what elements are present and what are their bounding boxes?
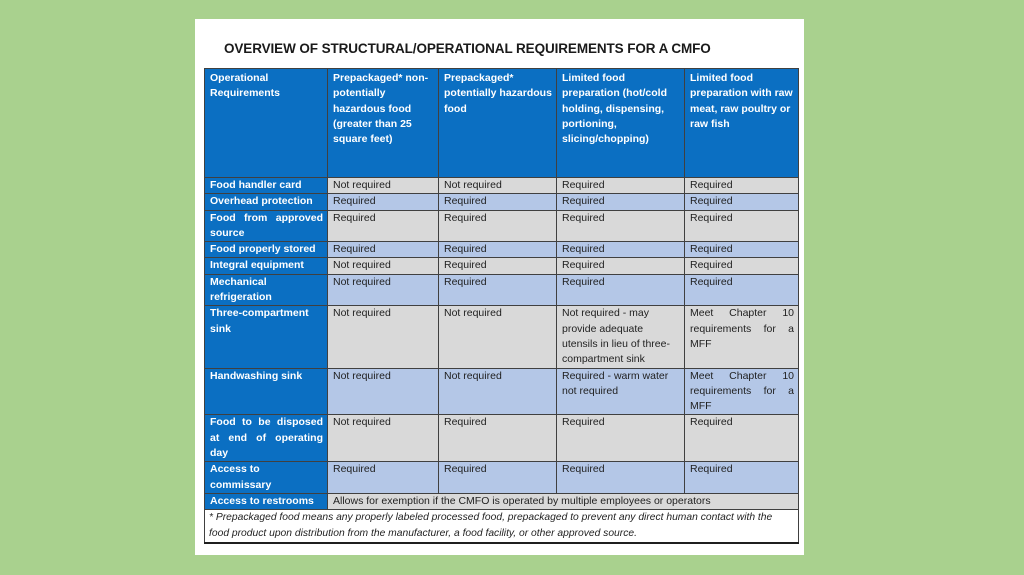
table-cell: Required: [328, 462, 439, 494]
column-header: Limited food preparation (hot/cold holding, dispensing, portioning, slicing/chopping): [557, 69, 685, 178]
table-cell: Required: [557, 462, 685, 494]
footnote-row: [205, 510, 799, 543]
row-label: Access to commissary: [205, 462, 328, 494]
table-cell: Required: [439, 462, 557, 494]
table-cell: Required: [439, 415, 557, 462]
table-cell: Required: [557, 242, 685, 258]
table-row: [205, 306, 799, 368]
table-cell: Not required: [328, 274, 439, 306]
row-label: Access to restrooms: [205, 493, 328, 509]
row-label: Food properly stored: [205, 242, 328, 258]
table-cell: Not required: [439, 178, 557, 194]
table-cell: Not required: [439, 368, 557, 415]
table-cell: Required: [685, 178, 799, 194]
table-cell: Required: [439, 274, 557, 306]
table-cell: Required: [439, 210, 557, 242]
table-row: [205, 368, 799, 415]
table-cell: Allows for exemption if the CMFO is operated by multiple employees or operators: [328, 493, 799, 509]
table-cell: Required: [557, 194, 685, 210]
column-header: Prepackaged* non-potentially hazardous food (greater than 25 square feet): [328, 69, 439, 178]
page-title: OVERVIEW OF STRUCTURAL/OPERATIONAL REQUIREMENTS FOR A CMFO: [224, 41, 711, 56]
table-cell: Meet Chapter 10 requirements for a MFF: [685, 368, 799, 415]
table-cell: Required: [685, 194, 799, 210]
row-label: Food from approved source: [205, 210, 328, 242]
column-header: Limited food preparation with raw meat, raw poultry or raw fish: [685, 69, 799, 178]
row-label: Integral equipment: [205, 258, 328, 274]
table-row: [205, 178, 799, 194]
table-row: [205, 274, 799, 306]
column-header: Operational Requirements: [205, 69, 328, 178]
table-cell: Required: [328, 242, 439, 258]
table-cell: Required: [557, 274, 685, 306]
table-cell: Required: [557, 178, 685, 194]
table-cell: Not required: [439, 306, 557, 368]
table-row: [205, 194, 799, 210]
table-cell: Not required: [328, 368, 439, 415]
table-cell: Not required: [328, 306, 439, 368]
table-cell: Required: [685, 210, 799, 242]
table-cell: Required: [685, 462, 799, 494]
table-cell: Not required: [328, 258, 439, 274]
header-row: [205, 69, 799, 178]
table-cell: Required: [557, 258, 685, 274]
table-row: [205, 242, 799, 258]
table-cell: Not required: [328, 178, 439, 194]
table-cell: Not required: [328, 415, 439, 462]
row-label: Mechanical refrigeration: [205, 274, 328, 306]
footnote: * Prepackaged food means any properly labeled processed food, prepackaged to prevent any direct human contact with the food product upon distribution from the manufacturer, a food facility, or other approved source.: [205, 510, 799, 543]
table-cell: Required: [557, 415, 685, 462]
table-cell: Required: [685, 242, 799, 258]
table-cell: Meet Chapter 10 requirements for a MFF: [685, 306, 799, 368]
table-cell: Required: [557, 210, 685, 242]
table-cell: Required: [685, 258, 799, 274]
row-label: Food handler card: [205, 178, 328, 194]
row-label: Handwashing sink: [205, 368, 328, 415]
table-cell: Required: [328, 210, 439, 242]
table-cell: Required: [439, 194, 557, 210]
table-cell: Required: [685, 274, 799, 306]
table-row: [205, 210, 799, 242]
table-row: [205, 493, 799, 509]
table-cell: Not required - may provide adequate utensils in lieu of three-compartment sink: [557, 306, 685, 368]
table-row: [205, 415, 799, 462]
table-cell: Required: [439, 258, 557, 274]
table-cell: Required: [685, 415, 799, 462]
table-cell: Required - warm water not required: [557, 368, 685, 415]
column-header: Prepackaged* potentially hazardous food: [439, 69, 557, 178]
row-label: Three-compartment sink: [205, 306, 328, 368]
table-cell: Required: [439, 242, 557, 258]
requirements-table: [204, 68, 799, 544]
slide: [195, 19, 804, 555]
table-cell: Required: [328, 194, 439, 210]
table-row: [205, 462, 799, 494]
row-label: Food to be disposed at end of operating day: [205, 415, 328, 462]
row-label: Overhead protection: [205, 194, 328, 210]
table-row: [205, 258, 799, 274]
